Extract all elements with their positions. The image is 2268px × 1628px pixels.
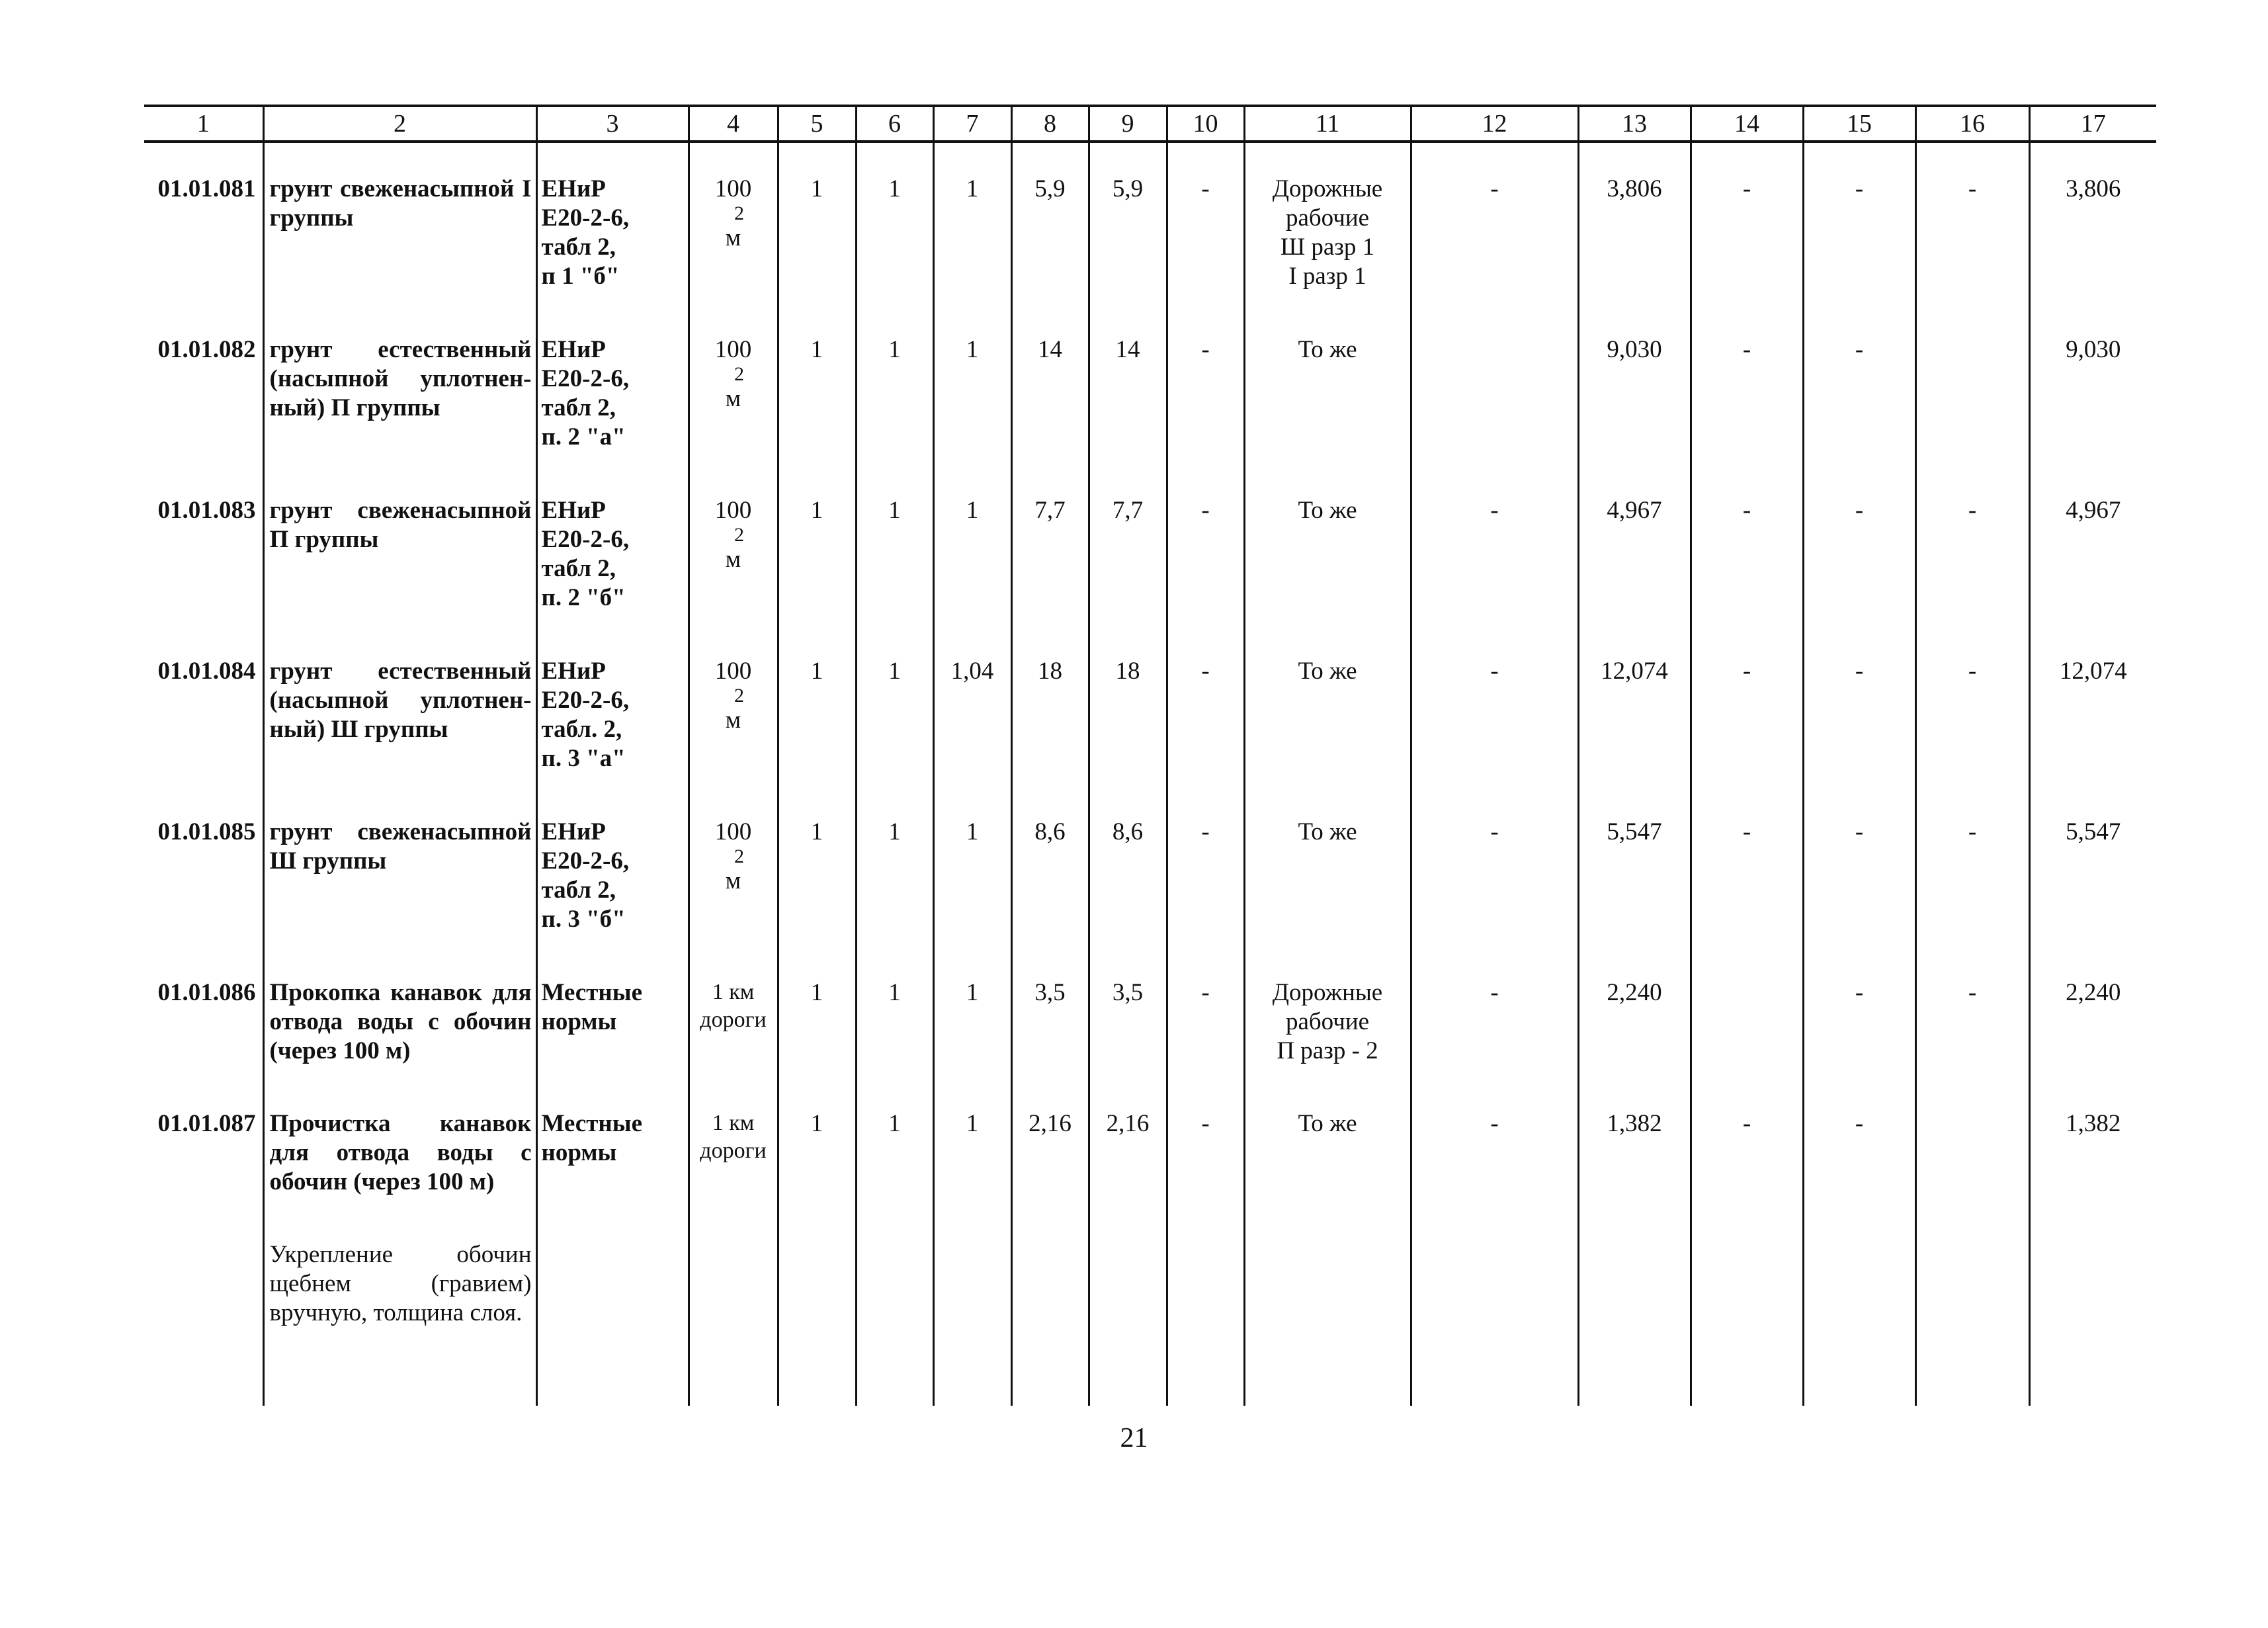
- col-16: -: [1915, 142, 2029, 304]
- empty-cell: [144, 1209, 263, 1406]
- unit-symbol: м: [725, 224, 741, 251]
- cell-line: рабочие: [1285, 1008, 1370, 1035]
- cell-line: табл. 2,: [541, 716, 622, 743]
- unit-exponent: 2: [734, 202, 744, 224]
- empty-cell: [1244, 1209, 1411, 1406]
- col-9: 2,16: [1089, 1078, 1167, 1209]
- cell-line: 1 км: [712, 980, 755, 1004]
- norms-table-sheet: [144, 105, 2156, 1406]
- item-code: 01.01.083: [157, 497, 256, 524]
- col-13: 9,030: [1578, 304, 1691, 464]
- unit-value: 100: [714, 175, 752, 202]
- item-description: Прочистка канавок для отвода воды с обочин (через 100 м): [263, 1078, 536, 1209]
- unit-symbol: м: [725, 867, 741, 894]
- col-5: 1: [778, 1078, 856, 1209]
- col-9: 5,9: [1089, 142, 1167, 304]
- measure-unit: [689, 1078, 778, 1209]
- header-cell-9: 9: [1089, 106, 1167, 142]
- col-6: 1: [856, 625, 933, 786]
- item-code: 01.01.085: [157, 818, 256, 845]
- cell-line: Е20-2-6,: [541, 365, 630, 392]
- table-row: [144, 464, 2156, 625]
- col-5: 1: [778, 304, 856, 464]
- col-5: 1: [778, 464, 856, 625]
- col-10: -: [1167, 786, 1244, 947]
- col-14: -: [1691, 304, 1803, 464]
- cell-line: Е20-2-6,: [541, 204, 630, 232]
- empty-cell: [1167, 1209, 1244, 1406]
- col-13: 12,074: [1578, 625, 1691, 786]
- norm-reference: [536, 625, 689, 786]
- cell-line: ЕНиР: [541, 175, 606, 202]
- workers: [1244, 464, 1411, 625]
- col-5: 1: [778, 786, 856, 947]
- col-12: [1411, 304, 1578, 464]
- col-15: -: [1803, 464, 1915, 625]
- col-13: 2,240: [1578, 947, 1691, 1078]
- cell-line: То же: [1298, 818, 1357, 845]
- cell-line: I разр 1: [1288, 263, 1366, 290]
- col-8: 18: [1011, 625, 1089, 786]
- header-cell-7: 7: [933, 106, 1011, 142]
- col-17: 2,240: [2029, 947, 2156, 1078]
- header-cell-8: 8: [1011, 106, 1089, 142]
- unit-symbol: м: [725, 385, 741, 412]
- cell-line: нормы: [541, 1139, 617, 1166]
- item-code: 01.01.081: [157, 175, 256, 202]
- cell-line: ЕНиР: [541, 818, 606, 845]
- unit-exponent: 2: [734, 524, 744, 546]
- section-note: Укрепление обочин щебнем (гравием) вручную, толщина слоя.: [263, 1209, 536, 1406]
- empty-cell: [536, 1209, 689, 1406]
- norms-table: [144, 105, 2156, 1406]
- col-12: -: [1411, 1078, 1578, 1209]
- col-5: 1: [778, 947, 856, 1078]
- empty-cell: [1089, 1209, 1167, 1406]
- cell-line: п. 2 "б": [541, 584, 626, 611]
- col-17: 1,382: [2029, 1078, 2156, 1209]
- cell-line: табл 2,: [541, 555, 616, 582]
- col-9: 18: [1089, 625, 1167, 786]
- col-15: -: [1803, 947, 1915, 1078]
- item-description: грунт свеженасыпной П группы: [263, 464, 536, 625]
- cell-line: табл 2,: [541, 877, 616, 904]
- cell-line: ЕНиР: [541, 336, 606, 363]
- col-14: -: [1691, 625, 1803, 786]
- col-6: 1: [856, 786, 933, 947]
- header-cell-12: 12: [1411, 106, 1578, 142]
- cell-line: п. 2 "а": [541, 423, 626, 450]
- col-15: -: [1803, 625, 1915, 786]
- unit-value: 100: [714, 497, 752, 524]
- empty-cell: [1578, 1209, 1691, 1406]
- norm-reference: [536, 786, 689, 947]
- col-8: 8,6: [1011, 786, 1089, 947]
- unit-value: 100: [714, 336, 752, 363]
- col-13: 3,806: [1578, 142, 1691, 304]
- empty-cell: [856, 1209, 933, 1406]
- cell-line: П разр - 2: [1277, 1037, 1378, 1064]
- header-cell-4: 4: [689, 106, 778, 142]
- header-row: [144, 106, 2156, 142]
- col-8: 7,7: [1011, 464, 1089, 625]
- col-10: -: [1167, 625, 1244, 786]
- col-17: 3,806: [2029, 142, 2156, 304]
- item-description: грунт свеженасыпной Ш группы: [263, 786, 536, 947]
- unit-symbol: м: [725, 546, 741, 573]
- item-code: 01.01.086: [157, 979, 256, 1006]
- col-13: 1,382: [1578, 1078, 1691, 1209]
- col-8: 14: [1011, 304, 1089, 464]
- empty-cell: [1915, 1209, 2029, 1406]
- cell-line: Е20-2-6,: [541, 526, 630, 553]
- empty-cell: [1011, 1209, 1089, 1406]
- empty-cell: [778, 1209, 856, 1406]
- cell-line: рабочие: [1285, 204, 1370, 232]
- col-7: 1: [933, 947, 1011, 1078]
- measure-unit: [689, 464, 778, 625]
- empty-cell: [689, 1209, 778, 1406]
- workers: [1244, 1078, 1411, 1209]
- section-note-row: [144, 1209, 2156, 1406]
- cell-line: п 1 "б": [541, 263, 620, 290]
- col-10: -: [1167, 142, 1244, 304]
- norm-reference: [536, 464, 689, 625]
- header-cell-17: 17: [2029, 106, 2156, 142]
- table-row: [144, 1078, 2156, 1209]
- col-16: -: [1915, 464, 2029, 625]
- col-9: 7,7: [1089, 464, 1167, 625]
- norm-reference: [536, 304, 689, 464]
- col-17: 4,967: [2029, 464, 2156, 625]
- cell-line: п. 3 "б": [541, 906, 626, 933]
- measure-unit: [689, 142, 778, 304]
- col-6: 1: [856, 304, 933, 464]
- workers: [1244, 142, 1411, 304]
- col-9: 3,5: [1089, 947, 1167, 1078]
- item-code: 01.01.082: [157, 336, 256, 363]
- table-row: [144, 947, 2156, 1078]
- page-number: 21: [1120, 1423, 1148, 1453]
- col-13: 5,547: [1578, 786, 1691, 947]
- cell-line: ЕНиР: [541, 658, 606, 685]
- col-17: 12,074: [2029, 625, 2156, 786]
- col-8: 5,9: [1011, 142, 1089, 304]
- col-6: 1: [856, 464, 933, 625]
- empty-cell: [2029, 1209, 2156, 1406]
- header-cell-5: 5: [778, 106, 856, 142]
- unit-exponent: 2: [734, 363, 744, 385]
- cell-line: То же: [1298, 336, 1357, 363]
- header-cell-11: 11: [1244, 106, 1411, 142]
- col-14: -: [1691, 1078, 1803, 1209]
- table-row: [144, 142, 2156, 304]
- cell-line: дороги: [700, 1138, 767, 1163]
- table-row: [144, 625, 2156, 786]
- col-6: 1: [856, 947, 933, 1078]
- col-12: -: [1411, 464, 1578, 625]
- empty-cell: [933, 1209, 1011, 1406]
- header-cell-6: 6: [856, 106, 933, 142]
- col-14: -: [1691, 142, 1803, 304]
- measure-unit: [689, 625, 778, 786]
- item-description: Прокопка канавок для отвода воды с обочин (через 100 м): [263, 947, 536, 1078]
- col-12: -: [1411, 786, 1578, 947]
- unit-exponent: 2: [734, 845, 744, 867]
- cell-line: 1 км: [712, 1111, 755, 1135]
- workers: [1244, 786, 1411, 947]
- unit-exponent: 2: [734, 685, 744, 707]
- norm-reference: [536, 142, 689, 304]
- col-7: 1: [933, 1078, 1011, 1209]
- col-14: -: [1691, 464, 1803, 625]
- cell-line: Дорожные: [1272, 979, 1383, 1006]
- col-16: [1915, 304, 2029, 464]
- col-7: 1: [933, 142, 1011, 304]
- measure-unit: [689, 304, 778, 464]
- col-6: 1: [856, 142, 933, 304]
- col-12: -: [1411, 625, 1578, 786]
- col-15: -: [1803, 142, 1915, 304]
- col-8: 2,16: [1011, 1078, 1089, 1209]
- unit-symbol: м: [725, 707, 741, 734]
- col-12: -: [1411, 947, 1578, 1078]
- col-10: -: [1167, 947, 1244, 1078]
- col-10: -: [1167, 304, 1244, 464]
- cell-line: дороги: [700, 1007, 767, 1032]
- col-17: 9,030: [2029, 304, 2156, 464]
- cell-line: ЕНиР: [541, 497, 606, 524]
- item-description: грунт естественный (насыпной уплотнен-ный) П группы: [263, 304, 536, 464]
- col-16: -: [1915, 947, 2029, 1078]
- col-16: [1915, 1078, 2029, 1209]
- col-16: -: [1915, 625, 2029, 786]
- header-cell-13: 13: [1578, 106, 1691, 142]
- col-6: 1: [856, 1078, 933, 1209]
- cell-line: То же: [1298, 1110, 1357, 1137]
- col-14: -: [1691, 786, 1803, 947]
- col-15: -: [1803, 786, 1915, 947]
- item-code: 01.01.084: [157, 658, 256, 685]
- col-7: 1: [933, 464, 1011, 625]
- item-code: 01.01.087: [157, 1110, 256, 1137]
- table-row: [144, 786, 2156, 947]
- norm-reference: [536, 1078, 689, 1209]
- header-cell-1: 1: [144, 106, 263, 142]
- table-row: [144, 304, 2156, 464]
- header-cell-2: 2: [263, 106, 536, 142]
- col-9: 8,6: [1089, 786, 1167, 947]
- cell-line: Дорожные: [1272, 175, 1383, 202]
- norm-reference: [536, 947, 689, 1078]
- col-14: [1691, 947, 1803, 1078]
- col-8: 3,5: [1011, 947, 1089, 1078]
- empty-cell: [1411, 1209, 1578, 1406]
- col-7: 1,04: [933, 625, 1011, 786]
- col-17: 5,547: [2029, 786, 2156, 947]
- col-15: -: [1803, 304, 1915, 464]
- empty-cell: [1803, 1209, 1915, 1406]
- cell-line: табл 2,: [541, 394, 616, 421]
- header-cell-14: 14: [1691, 106, 1803, 142]
- cell-line: Е20-2-6,: [541, 847, 630, 875]
- col-9: 14: [1089, 304, 1167, 464]
- col-10: -: [1167, 464, 1244, 625]
- unit-value: 100: [714, 658, 752, 685]
- workers: [1244, 947, 1411, 1078]
- col-12: -: [1411, 142, 1578, 304]
- col-7: 1: [933, 786, 1011, 947]
- cell-line: Ш разр 1: [1280, 234, 1375, 261]
- workers: [1244, 625, 1411, 786]
- header-cell-16: 16: [1915, 106, 2029, 142]
- workers: [1244, 304, 1411, 464]
- cell-line: То же: [1298, 658, 1357, 685]
- col-13: 4,967: [1578, 464, 1691, 625]
- header-cell-10: 10: [1167, 106, 1244, 142]
- cell-line: п. 3 "а": [541, 745, 626, 772]
- cell-line: Местные: [541, 979, 643, 1006]
- col-16: -: [1915, 786, 2029, 947]
- unit-value: 100: [714, 818, 752, 845]
- col-5: 1: [778, 142, 856, 304]
- cell-line: То же: [1298, 497, 1357, 524]
- cell-line: Е20-2-6,: [541, 687, 630, 714]
- empty-cell: [1691, 1209, 1803, 1406]
- col-10: -: [1167, 1078, 1244, 1209]
- cell-line: табл 2,: [541, 234, 616, 261]
- header-cell-15: 15: [1803, 106, 1915, 142]
- cell-line: нормы: [541, 1008, 617, 1035]
- item-description: грунт естественный (насыпной уплотнен-ный) Ш группы: [263, 625, 536, 786]
- col-5: 1: [778, 625, 856, 786]
- col-7: 1: [933, 304, 1011, 464]
- measure-unit: [689, 786, 778, 947]
- cell-line: Местные: [541, 1110, 643, 1137]
- measure-unit: [689, 947, 778, 1078]
- item-description: грунт свеженасыпной I группы: [263, 142, 536, 304]
- col-15: -: [1803, 1078, 1915, 1209]
- header-cell-3: 3: [536, 106, 689, 142]
